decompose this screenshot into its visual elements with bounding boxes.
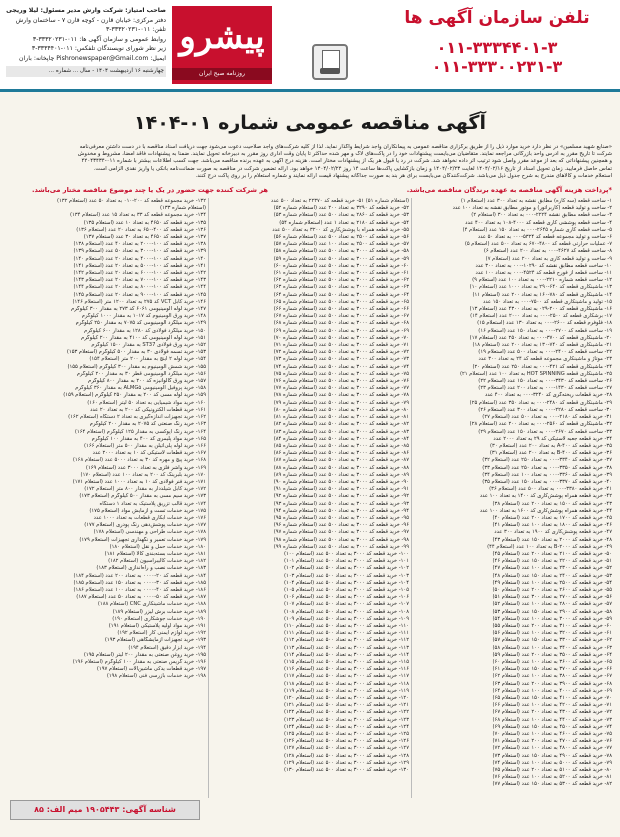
tender-item: ۱۸۷- خرید قطعه کد ۵۰-۰۰۰۰ به تعداد ۵۰ عدد (استعلام ۱۸۷) [76,594,206,601]
tender-item: ۱۶۷- خرید قطعات لاستیکی کد ۱۰ به تعداد ۲۰۰۰ عدد [92,450,206,457]
tender-item: ۱۰۷- خرید قطعه کد ۳۰۰۰ به تعداد ۵۰۰ عدد (استعلام ۱۰۷) [283,601,409,608]
tender-item: ۹۳- خرید قطعه کد ۳۰۰۰ به تعداد ۵۰۰ عدد (استعلام شماره ۹۳) [273,500,409,507]
info-line: صاحب امتیاز: شرکت وارش مدیر مسئول: لیلا وریجی [6,7,166,14]
issue-line: چهارشنبه ۱۶ اردیبهشت ۱۴۰۴ - سال ... شماره ... [6,66,166,78]
tender-item: ۱۶۹- خرید واشر فلزی به تعداد ۳۰۰۰ عدد (استعلام ۱۶۹) [85,464,206,471]
tender-item: ۱۴۶- خرید کابل VCT کد ۲۷۵ به تعداد ۱۲۰۰ متر (استعلام ۱۴۶) [72,298,206,305]
tender-item: ۵۱- خرید قطعه کد ۲۲۰۰ به تعداد ۱۵۰ عدد (استعلام ۴۶) [492,558,612,565]
tender-item: ۸۹- خرید قطعه کد ۳۰۰۰ به تعداد ۵۰۰ عدد (استعلام شماره ۸۹) [273,471,409,478]
tender-intro [8,144,612,184]
tender-item: ۹۸- خرید قطعه کد ۳۰۰۰ به تعداد ۵۰۰ عدد (استعلام شماره ۹۸) [273,536,409,543]
tender-item: ۱۲۴- خرید قطعه کد ۳۰۰۰ به تعداد ۵۰۰ عدد (استعلام ۱۲۴) [283,723,409,730]
tender-item: ۸۲- خرید قطعه کد ۵۳۰۰ به تعداد ۱۵۰ عدد (استعلام ۷۷) [492,781,612,788]
tender-item: ۱۷۲- خرید کابل شیلددار به مقدار ۸۰۰ متر (استعلام ۱۷۲) [84,486,206,493]
tender-item: ۱۷۸- خرید خدمات طراحی و مهندسی (استعلام ۱۷۸) [93,529,206,536]
tender-item: ۲۶- ساخت قطعه کد ۳۴۳۰-۰۰۰ به تعداد ۱۵۰ عدد (استعلام ۲۲) [478,378,612,385]
tender-item: ۷۹- خرید قطعه کد ۳۰۰۰ به تعداد ۵۰۰ عدد (استعلام شماره ۷۹) [273,399,409,406]
fee-note: *پرداخت هزینه آگهی مناقصه به عهده برندگان مناقصه می‌باشد. [406,186,612,194]
tender-item: ۲۰- ماشینکاری قطعه کد ۳۷۰۰-۰۰۰ به تعداد ۲۵۰ عدد (استعلام ۱۷) [469,334,612,341]
tender-item: ۸۲- خرید قطعه کد ۳۰۰۰ به تعداد ۵۰۰ عدد (استعلام شماره ۸۲) [273,421,409,428]
tender-item: ۱۰- ساخت قطعه مطابق نقشه کد ۱۰۲۹۰-۰۰۰ به تعداد ۳۰۰ عدد [475,262,612,269]
ads-phone-numbers: ۰۱۱-۳۳۳۴۴۰۱-۳ ۰۱۱-۳۳۳۰۰۲۳۱-۳ [431,38,563,76]
tender-item: ۱۵۹- خرید لوله مسی کد ۲۰۰ به مقدار ۲۵۰ کیلوگرم (استعلام ۱۵۹) [63,392,206,399]
tender-item: ۱۴۲- خرید قطعه کد ۱۰۰-۶۰۰۰ به تعداد ۲۰ عدد (استعلام ۱۴۲) [73,270,206,277]
tender-item: ۱۲۸- خرید قطعه کد ۳۰۰۰ به تعداد ۵۰۰ عدد (استعلام ۱۲۸) [283,752,409,759]
tender-item: ۱۹۵- خرید روغن صنعتی به مقدار ۲۰۰ لیتر (استعلام ۱۹۵) [83,651,206,658]
tender-item: ۶۸- خرید قطعه کد ۳۹۰۰ به تعداد ۲۰۰ عدد (استعلام ۶۳) [492,680,612,687]
intro-line: استعلام خدمات و کالاهای مندرج به شرح جدول ذیل می‌باشد. شرکت‌کنندگان می‌بایست برای هر بند به صورت جداگانه پیشنهاد قیمت ارائه نمایند و شماره استعلام را بر روی پاکت درج کنند. [195,172,612,179]
tender-item: ۱۱۱- خرید قطعه کد ۳۰۰۰ به تعداد ۵۰۰ عدد (استعلام ۱۱۱) [283,630,409,637]
tender-item: ۱۹۸- خرید خدمات بازرسی فنی (استعلام ۱۹۸) [106,673,206,680]
tender-item: ۱۹۲- خرید لوازم ایمنی کار (استعلام ۱۹۲) [117,630,206,637]
tender-item: ۱۸۸- خرید خدمات ماشینکاری CNC (استعلام ۱۸۸) [97,601,206,608]
tender-item: ۳۵- خرید قطعه کد A-۴۰۰ به تعداد ۲۰۰ عدد (استعلام ۳۰) [490,442,612,449]
tender-item: ۶۴- خرید قطعه کد ۳۵۰۰ به تعداد ۲۰۰ عدد (استعلام ۵۹) [492,651,612,658]
tender-item: ۱۶۰- خرید مواد شیمیایی به تعداد ۵۰ لیتر (استعلام ۱۶۰) [87,399,206,406]
tender-item: ۶- ساخت و تولید مجموعه قطعه کد ۵۳۲۴-۰۰۰ به تعداد ۵۰ عدد [477,234,612,241]
tender-item: ۶۷- خرید قطعه کد ۳۰۰۰ به تعداد ۵۰۰ عدد (استعلام شماره ۶۷) [273,313,409,320]
tender-item: ۱۳۲- خرید مجموعه قطعه کد ۲۰۰-۰۱۰ به تعداد ۵۰ عدد (استعلام ۱۳۲) [56,198,206,204]
column-divider [411,198,412,798]
tender-item: ۱۳۸- خرید قطعه کد ۱۰۰-۲۰۰۰ به تعداد ۴۰ عدد (استعلام ۱۳۸) [73,241,206,248]
tender-item: ۱۹۷- خرید قطعات یدکی ماشین‌آلات (استعلام ۱۹۷) [96,666,206,673]
tender-item: ۷۵- خرید قطعه کد ۳۰۰۰ به تعداد ۵۰۰ عدد (استعلام شماره ۷۵) [273,370,409,377]
tender-item: ۱۳۴- خرید مجموعه قطعه کد ۳۳ به تعداد ۱۵ عدد (استعلام ۱۳۴) [69,212,206,219]
tender-item: ۱۸۶- خرید قطعه کد ۴۰-۰۰۰۰ به تعداد ۱۰۰ عدد (استعلام ۱۸۶) [73,586,206,593]
tender-item: ۷۶- خرید قطعه کد ۴۷۰۰ به تعداد ۲۰۰ عدد (استعلام ۷۱) [492,738,612,745]
tender-item: ۵۵- خرید قطعه همراه با پوشش‌کاری کد ۳۲۰۰ به تعداد ۵۰۰ عدد [272,226,409,233]
tender-item: ۱- ساخت قطعه (سه کاره) مطابق نقشه به تعداد ۳۰۰ عدد (استعلام ۱) [460,198,612,204]
tender-item: ۱۶۵- خرید مواد پلیمری کد ۴۰۰ به مقدار ۱۰۰ کیلوگرم [91,435,206,442]
tender-title-bar [6,112,614,142]
tender-item: ۱۷۵- خرید خدمات تست و آزمایش مواد (استعلام ۱۷۵) [89,507,206,514]
tender-item: ۱۸۴- خرید قطعه کد ۲۰-۰۰۰۰ به تعداد ۲۰۰ عدد (استعلام ۱۸۴) [73,572,206,579]
tender-item: ۷۷- خرید قطعه کد ۳۰۰۰ به تعداد ۵۰۰ عدد (استعلام شماره ۷۷) [273,385,409,392]
tender-item: ۴- ساخت قطعه پوششی کاری قطعه کد ۴۰۰۰-۱۰۸ به تعداد ۴۰۰ عدد [465,219,612,226]
tender-item: ۷۵- خرید قطعه کد ۴۶۰۰ به تعداد ۱۰۰ عدد (استعلام ۷۰) [492,731,612,738]
tender-item: ۱۸۰- خرید خدمات حمل و نقل (استعلام ۱۸۰) [109,543,206,550]
tender-item: ۱۹۰- خرید خدمات جوشکاری (استعلام ۱۹۰) [112,615,206,622]
tender-item: ۱۷۶- خرید خدمات آبکاری قطعات به تعداد ۱۰۰۰ عدد [93,514,206,521]
tender-item: ۶۲- خرید قطعه کد ۳۳۰۰ به تعداد ۱۵۰ عدد (استعلام ۵۷) [492,637,612,644]
tender-item: ۱۸۵- خرید قطعه کد ۳۰-۰۰۰۰ به تعداد ۱۵۰ عدد (استعلام ۱۸۵) [73,579,206,586]
tender-item: ۶۴- خرید قطعه کد ۳۰۰۰ به تعداد ۵۰۰ عدد (استعلام شماره ۶۴) [273,291,409,298]
tender-item: (استعلام شماره ۵۱) ۵۱- خرید قطعه کد ۲۲۳۷۰ به تعداد ۵۰۰ عدد [270,198,409,204]
tender-item: ۱۲۱- خرید قطعه کد ۳۰۰۰ به تعداد ۵۰۰ عدد (استعلام ۱۲۱) [283,702,409,709]
tender-item: ۲- ساخت و تولید قطعه (کاربراتور) و موتور مطابق نقشه به تعداد ۱۰۰ عدد [452,205,612,212]
tender-item: ۱۵۰- خرید میلگرد فولادی کد ۱۲۸۰ به مقدار ۶۰۰ کیلوگرم [84,327,206,334]
tender-item: ۶۶- خرید قطعه کد ۳۰۰۰ به تعداد ۵۰۰ عدد (استعلام شماره ۶۶) [273,306,409,313]
tender-item: ۴۴- خرید قطعه همراه پوشش‌کاری کد ۱۶۰۰ به تعداد ۱۰۰ عدد [479,507,612,514]
tender-item: ۱۱۵- خرید قطعه کد ۳۰۰۰ به تعداد ۵۰۰ عدد (استعلام ۱۱۵) [283,659,409,665]
tender-item: ۹۰- خرید قطعه کد ۳۰۰۰ به تعداد ۵۰۰ عدد (استعلام شماره ۹۰) [273,478,409,485]
tender-item: ۹۵- خرید قطعه کد ۳۰۰۰ به تعداد ۵۰۰ عدد (استعلام شماره ۹۵) [273,514,409,521]
intro-line: تماس حاصل فرمایید. زمان تحویل اسناد از تاریخ ۱۴۰۴/۰۲/۱۶ لغایت ۱۴۰۴/۰۲/۲۳ و زمان بازگشایی پاکت‌ها ساعت ۱۴ روز ۱۴۰۴/۰۲/۲۴ خواهد بود. ارائه تضمین شرکت در مناقصه به صورت ضمانت‌نامه بانکی یا واریز نقدی الزامی است. [93,165,612,172]
tender-item: ۱۰۴- خرید قطعه کد ۳۰۰۰ به تعداد ۵۰۰ عدد (استعلام ۱۰۴) [283,579,409,586]
tender-item: ۴۳- خرید قطعه کد ۱۵۰۰ به تعداد ۲۰۰ عدد (استعلام ۳۸) [492,500,612,507]
tender-item: ۱۱۷- خرید قطعه کد ۳۰۰۰ به تعداد ۵۰۰ عدد (استعلام ۱۱۷) [283,673,409,680]
tender-item: ۱۶۲- خرید تجهیزات اندازه‌گیری به تعداد ۲ دستگاه (استعلام ۱۶۲) [68,414,206,421]
tender-item: ۱۳۶- خرید قطعه کد ۴۰۰-۶۵۰ به تعداد ۲۰ عدد (استعلام ۱۳۶) [76,226,206,233]
tender-item: ۱۴۳- خرید قطعه کد ۱۰۰-۷۰۰۰ به تعداد ۲۰ عدد (استعلام ۱۴۳) [73,277,206,284]
tender-item: ۵۰- خرید قطعه کد ۲۱۰۰ به تعداد ۲۰۰ عدد (استعلام ۴۵) [492,550,612,557]
items-column-left [8,198,206,798]
tender-item: ۶۳- خرید قطعه کد ۳۰۰۰ به تعداد ۵۰۰ عدد (استعلام شماره ۶۳) [273,284,409,291]
tender-item: ۹۴- خرید قطعه کد ۳۰۰۰ به تعداد ۵۰۰ عدد (استعلام شماره ۹۴) [273,507,409,514]
tender-item: ۶۵- خرید قطعه کد ۳۶۰۰ به تعداد ۱۰۰ عدد (استعلام ۶۰) [492,659,612,665]
tender-item: ۱۹۶- خرید گریس صنعتی به مقدار ۱۰۰ کیلوگرم (استعلام ۱۹۶) [72,659,206,665]
tender-item: ۱۱۰- خرید قطعه کد ۳۰۰۰ به تعداد ۵۰۰ عدد (استعلام ۱۱۰) [283,622,409,629]
tender-item: ۵۷- خرید قطعه کد ۲۸۰۰ به تعداد ۱۰۰ عدد (استعلام ۵۲) [492,601,612,608]
tender-item: ۹۶- خرید قطعه کد ۳۰۰۰ به تعداد ۵۰۰ عدد (استعلام شماره ۹۶) [273,522,409,529]
tender-title: آگهی مناقصه عمومی شماره ۰۱-۱۴۰۴ [134,112,486,134]
tender-item: ۳۷- خرید قطعه کد ۳۳۴۰-۰۰۰ به تعداد ۲۵۰ عدد (استعلام ۳۲) [482,457,612,464]
tender-item: ۸۳- خرید قطعه کد ۳۰۰۰ به تعداد ۵۰۰ عدد (استعلام شماره ۸۳) [273,428,409,435]
tender-item: ۵۹- خرید قطعه کد ۳۰۰۰ به تعداد ۵۰۰ عدد (استعلام شماره ۵۹) [273,255,409,262]
tender-item: ۳- ساخت قطعه مطابق نقشه ۲۲۲۴-۰۰۰ به تعداد ۳۰۰ (استعلام ۲) [471,212,612,219]
tender-item: ۷۲- خرید قطعه کد ۴۳۰۰ به تعداد ۲۰۰ عدد (استعلام ۶۷) [492,709,612,716]
tender-item: ۱۸۲- خرید خدمات کالیبراسیون (استعلام ۱۸۲) [108,558,206,565]
tender-item: ۷۴- خرید قطعه کد ۴۵۰۰ به تعداد ۱۵۰ عدد (استعلام ۶۹) [492,723,612,730]
tender-item: ۸- ساخت قطعه کد ۴۶۲۷-۰۰۰ به تعداد ۲۰۰ عدد (استعلام ۶) [483,248,612,255]
tender-item: ۱۰۶- خرید قطعه کد ۳۰۰۰ به تعداد ۵۰۰ عدد (استعلام ۱۰۶) [283,594,409,601]
tender-item: ۱۲۵- خرید قطعه کد ۳۰۰۰ به تعداد ۵۰۰ عدد (استعلام ۱۲۵) [283,731,409,738]
tender-item: ۶۳- خرید قطعه کد ۳۴۰۰ به تعداد ۱۰۰ عدد (استعلام ۵۸) [492,644,612,651]
intro-line: «صنایع شهید مسلمین» در نظر دارد خرید موارد ذیل را از طریق برگزاری مناقصه عمومی به پیمانکاران واجد شرایط واگذار نماید. لذا از کلیه شرکت‌های واجد صلاحیت دعوت می‌شود جهت دریافت اسناد مناقصه با در دست داشتن معرفی‌نامه [79,144,612,150]
tender-item: ۷- عملیات حرارتی قطعه کد ۴۸۰۰-۶۷۰ به تعداد ۵۰۰ عدد (استعلام ۵) [464,241,612,248]
tender-item: ۵۴- خرید قطعه کد ۲۵۰۰ به تعداد ۱۰۰ عدد (استعلام ۴۹) [492,579,612,586]
tender-item: ۱۲۳- خرید قطعه کد ۳۰۰۰ به تعداد ۵۰۰ عدد (استعلام ۱۲۳) [283,716,409,723]
tender-item: ۹۹- خرید قطعه کد ۳۰۰۰ به تعداد ۵۰۰ عدد (استعلام شماره ۹۹) [273,543,409,550]
tender-item: ۵۲- خرید قطعه کد ۳۲۹۰ به تعداد ۲۰۰ عدد (استعلام شماره ۵۲) [273,205,409,212]
tender-item: ۱۷- برشکاری قطعه کد ۲۵۰۰-۰۰۰ به تعداد ۲۰۰۰ عدد (استعلام ۱۴) [470,313,612,320]
info-line: زیر نظر شورای نویسندگان تلفکس: ۰۱۱-۳۳۳۴۴۰۱-۳ [31,45,166,53]
tender-item: ۴۷- خرید قطعه پوشش‌کاری کد ۱۹۰۰ به تعداد ۳۰۰ عدد [494,529,612,536]
tender-item: ۲۳- موتاژ و ماشینکاری مجموعه قطعه کد ۲۴ به تعداد ۳۰۰ عدد [478,356,612,363]
tender-item: ۷۳- خرید قطعه کد ۳۰۰۰ به تعداد ۵۰۰ عدد (استعلام شماره ۷۳) [273,356,409,363]
tender-item: ۱۸۹- خرید خدمات برش لیزر (استعلام ۱۸۹) [112,608,206,615]
tender-item: ۱۰۹- خرید قطعه کد ۳۰۰۰ به تعداد ۵۰۰ عدد (استعلام ۱۰۹) [283,615,409,622]
tender-item: ۵۳- خرید قطعه کد ۲۴۰۰ به تعداد ۱۵۰ عدد (استعلام ۴۸) [492,572,612,579]
info-line: ایمیل: Pishronewspaper@Gmail.com چاپخانه: باران [19,54,166,62]
masthead [0,0,620,92]
info-line: روابط عمومی و سازمان آگهی ها: ۰۱۱-۳۳۳۲۰۲۳۱-۳ [32,35,166,43]
logo-subtitle: روزنامه صبح ایران [172,68,272,80]
tender-item: ۱۲۲- خرید قطعه کد ۳۰۰۰ به تعداد ۵۰۰ عدد (استعلام ۱۲۲) [283,709,409,716]
tender-item: ۷۱- خرید قطعه کد ۳۰۰۰ به تعداد ۵۰۰ عدد (استعلام شماره ۷۱) [273,342,409,349]
intro-line: شرکت تا تاریخ مقرر به آدرس واحد بازرگانی مراجعه نمایند. متقاضیان می‌بایست پیشنهادات خود را در پاکت‌های لاک و مهر شده حداکثر تا پایان وقت اداری روز مقرر به دبیرخانه تحویل نمایند. ضمناً به پیشنهادات فاقد امضا، مشروط و مخدوش [77,151,612,158]
fax-icon [312,44,348,80]
tender-item: ۱۱۹- خرید قطعه کد ۳۰۰۰ به تعداد ۵۰۰ عدد (استعلام ۱۱۹) [283,687,409,694]
tender-item: ۵۶- خرید قطعه کد ۲۷۰۰ به تعداد ۳۰۰ عدد (استعلام ۵۱) [492,594,612,601]
tender-item: ۱۳۷- خرید قطعه کد ۴۶۵۰ به تعداد ۳۰ عدد (استعلام ۱۳۷) [83,234,206,241]
tender-item: ۱۲۰- خرید قطعه کد ۳۰۰۰ به تعداد ۵۰۰ عدد (استعلام ۱۲۰) [283,695,409,702]
column-divider [208,198,209,798]
tender-item: ۱۴۵- خرید قطعه کد ۱۰۰-۹۰۰۰ به تعداد ۲۰ عدد (استعلام ۱۴۵) [73,291,206,298]
tender-item: ۲۸- خرید قطعات ریخته‌گری کد ۳۲۴۰-۰۰۰ به تعداد ۴۰۰ عدد [485,392,612,399]
tender-item: ۶۸- خرید قطعه کد ۳۰۰۰ به تعداد ۵۰۰ عدد (استعلام شماره ۶۸) [273,320,409,327]
tender-item: ۳۴- خرید قطعه جعبه لاستیکی کد ۲۹ به تعداد ۲۰۰۰ عدد [493,435,612,442]
publisher-info [6,6,166,86]
tender-item: ۱۹۳- خرید تجهیزات آزمایشگاهی (استعلام ۱۹۳) [104,637,206,644]
tender-item: ۴۲- خرید قطعه همراه پوشش‌کاری کد ۱۴۰۰ به تعداد ۱۰۰ عدد [479,493,612,500]
tender-item: ۱۵- تولید و ماشینکاری قطعه کد ۷۵۰۰-۰۰۰ به تعداد ۱۵۰ عدد [482,298,612,305]
tender-item: ۸۰- خرید قطعه کد ۵۱۰۰ به تعداد ۲۰۰ عدد (استعلام ۷۵) [492,767,612,774]
tender-item: ۱۰۵- خرید قطعه کد ۳۰۰۰ به تعداد ۵۰۰ عدد (استعلام ۱۰۵) [283,586,409,593]
ads-phone-title: تلفن سازمان آگهی ها [404,8,590,28]
tender-item: ۸۷- خرید قطعه کد ۳۰۰۰ به تعداد ۵۰۰ عدد (استعلام شماره ۸۷) [273,457,409,464]
tender-item: ۱۴- ماشینکاری قطعه کد ۷۸۰-۱۶۰ به تعداد ۲۰۰ عدد (استعلام ۱۱) [472,291,612,298]
tender-item: ۱۳۵- خرید قطعه کد ۴۶۵۰ به تعداد ۱۰ عدد (استعلام ۱۳۵) [83,219,206,226]
tender-item: ۲۷- ساخت قطعه کد ۱۴۳۰-۰۰۰ به تعداد ۲۰۰ عدد (استعلام ۲۳) [478,385,612,392]
tender-item: ۶۱- خرید قطعه کد ۳۰۰۰ به تعداد ۵۰۰ عدد (استعلام شماره ۶۱) [273,270,409,277]
info-line: تلفن: ۰۱۱-۳۳۳۲۰۲۳۱-۳ [105,26,166,34]
tender-item: ۹۷- خرید قطعه کد ۳۰۰۰ به تعداد ۵۰۰ عدد (استعلام شماره ۹۷) [273,529,409,536]
tender-item: ۱۵۷- خرید ورق گالوانیزه کد ۲۰۰ به مقدار ۸۰۰ کیلوگرم [88,378,206,385]
tender-item: ۱۴۹- خرید میلگرد آلومینیومی کد ۷۰۷۵ به مقدار ۲۵۰ کیلوگرم [75,320,206,327]
tender-item: ۴۹- خرید قطعه کد B-۲۰۰۰ به تعداد ۱۰۰ عدد (استعلام ۴۴) [487,543,612,550]
tender-item: ۱۷۹- خرید خدمات تعمیر و نگهداری تجهیزات (استعلام ۱۷۹) [79,536,206,543]
tender-item: ۵۸- خرید قطعه کد ۳۰۰۰ به تعداد ۵۰۰ عدد (استعلام شماره ۵۸) [273,248,409,255]
tender-item: ۱۴۷- خرید لوله آلومینیومی ۶۰۶۱ کد ۲۷۳ به مقدار ۳۰۰ کیلوگرم [71,306,206,313]
tender-item: ۵- ساخت قطعه کاری شماره ۲۶۴۵-۰۰۰ به تعداد ۱۵۰ عدد (استعلام ۴) [462,226,612,233]
tender-item: ۳۰- ساخت قطعه کد ۲۲۸۰-۰۰۰ به تعداد ۳۰۰ عدد (استعلام ۲۶) [478,406,612,413]
tender-item: ۷۰- خرید قطعه کد ۳۰۰۰ به تعداد ۵۰۰ عدد (استعلام شماره ۷۰) [273,334,409,341]
tender-item: ۲۱- ماشینکاری قطعه کد ۷۴۰-۱۳۰ به تعداد ۲۰۰ عدد (استعلام ۱۸) [472,342,612,349]
tender-item: ۱۱- ساخت قطعه از فورج قطعه کد ۴۵۲۴-۰۰۰ به تعداد ۱۰۰ عدد [475,270,612,277]
info-line: دفتر مرکزی: خیابان قارن - کوچه قارن ۷ - ساختمان وارش [15,16,166,24]
tender-item: ۲۴- ماشینکاری قطعه کد ۴۲۱-۰۰۰ به تعداد ۲۵۰ عدد (استعلام ۲۰) [472,363,612,370]
tender-item: ۱۲۶- خرید قطعه کد ۳۰۰۰ به تعداد ۵۰۰ عدد (استعلام ۱۲۶) [283,738,409,745]
tender-item: ۷۷- خرید قطعه کد ۴۸۰۰ به تعداد ۱۰۰ عدد (استعلام ۷۲) [492,745,612,752]
tender-item: ۹۱- خرید قطعه کد ۳۰۰۰ به تعداد ۵۰۰ عدد (استعلام شماره ۹۱) [273,486,409,493]
tender-item: ۸۴- خرید قطعه کد ۳۰۰۰ به تعداد ۵۰۰ عدد (استعلام شماره ۸۴) [273,435,409,442]
tender-item: ۷۰- خرید قطعه کد ۴۱۰۰ به تعداد ۱۵۰ عدد (استعلام ۶۵) [492,695,612,702]
tender-item: ۳۶- خرید قطعه کد B-۴۰۰ به تعداد ۲۰۰ عدد (استعلام ۳۱) [489,450,612,457]
tender-item: ۱۷۱- خرید فنر فولادی کد ۱۰ به تعداد ۱۰۰۰ عدد (استعلام ۱۷۱) [72,478,206,485]
tender-item: ۷۸- خرید قطعه کد ۳۰۰۰ به تعداد ۵۰۰ عدد (استعلام شماره ۷۸) [273,392,409,399]
tender-item: ۷۲- خرید قطعه کد ۳۰۰۰ به تعداد ۵۰۰ عدد (استعلام شماره ۷۲) [273,349,409,356]
tender-item: ۸۵- خرید قطعه کد ۳۰۰۰ به تعداد ۵۰۰ عدد (استعلام شماره ۸۵) [273,442,409,449]
tender-item: ۶۶- خرید قطعه کد ۳۷۰۰ به تعداد ۱۵۰ عدد (استعلام ۶۱) [492,666,612,673]
tender-item: ۱۶۱- خرید قطعات الکترونیکی کد ۲۰۰ به تعداد ۲۰ عدد [90,406,206,413]
tender-item: ۱۳۰- خرید قطعه کد ۳۰۰۰ به تعداد ۵۰۰ عدد (استعلام ۱۳۰) [283,767,409,774]
tender-item: ۱۴۸- خرید ورق آلومینیوم کد ۱۰۱۷ به مقدار ۱۰۰۰ کیلوگرم [81,313,206,320]
tender-item: ۵۲- خرید قطعه کد ۲۳۰۰ به تعداد ۱۰۰ عدد (استعلام ۴۷) [492,565,612,572]
tender-item: ۸۶- خرید قطعه کد ۳۰۰۰ به تعداد ۵۰۰ عدد (استعلام شماره ۸۶) [273,450,409,457]
tender-item: ۱۴۰- خرید قطعه کد ۱۰۰-۴۰۰۰ به تعداد ۲۰ عدد (استعلام ۱۴۰) [73,255,206,262]
tender-item: ۱۰۲- خرید قطعه کد ۳۰۰۰ به تعداد ۵۰۰ عدد (استعلام ۱۰۲) [283,565,409,572]
tender-item: ۱۱۶- خرید قطعه کد ۳۰۰۰ به تعداد ۵۰۰ عدد (استعلام ۱۱۶) [283,666,409,673]
tender-item: ۱۷۷- خرید خدمات پوشش‌دهی رنگ پودری (استعلام ۱۷۷) [84,522,206,529]
tender-item: ۱۱۳- خرید قطعه کد ۳۰۰۰ به تعداد ۵۰۰ عدد (استعلام ۱۱۳) [283,644,409,651]
tender-item: ۵۵- خرید قطعه کد ۲۶۰۰ به تعداد ۲۰۰ عدد (استعلام ۵۰) [492,586,612,593]
tender-item: ۱۰۱- خرید قطعه کد ۳۰۰۰ به تعداد ۵۰۰ عدد (استعلام ۱۰۱) [283,558,409,565]
tender-item: ۵۶- خرید قطعه کد ۲۵۰۰ به تعداد ۵۰۰ عدد (استعلام شماره ۵۶) [273,234,409,241]
tender-item: ۶۰- خرید قطعه کد ۳۰۰۰ به تعداد ۵۰۰ عدد (استعلام شماره ۶۰) [273,262,409,269]
tender-item: ۸۱- خرید قطعه کد ۵۲۰۰ به تعداد ۱۰۰ عدد (استعلام ۷۶) [492,774,612,781]
tender-item: ۸۱- خرید قطعه کد ۳۰۰۰ به تعداد ۵۰۰ عدد (استعلام شماره ۸۱) [273,414,409,421]
tender-item: ۱۸۳- خرید خدمات نصب و راه‌اندازی (استعلام ۱۸۳) [96,565,206,572]
tender-item: ۱۰۰- خرید قطعه کد ۳۰۰۰ به تعداد ۵۰۰ عدد (استعلام ۱۰۰) [283,550,409,557]
tender-item: ۱۷۰- خرید بلبرینگ کد ۲۰۰ به تعداد ۱۰۰ عدد (استعلام ۱۷۰) [80,471,206,478]
tender-item: ۱۳۹- خرید قطعه کد ۱۰۰-۳۰۰۰ به تعداد ۵۰ عدد (استعلام ۱۳۹) [73,248,206,255]
tender-item: ۶۵- خرید قطعه کد ۳۰۰۰ به تعداد ۵۰۰ عدد (استعلام شماره ۶۵) [273,298,409,305]
tender-item: ۲۹- ماشینکاری قطعه کد ۲۴۸۰-۰۰۰ به تعداد ۳۵۰ عدد (استعلام ۲۵) [469,399,612,406]
tender-item: ۳۹- خرید قطعه کد ۳۳۶۰-۰۰۰ به تعداد ۱۰۰ عدد (استعلام ۳۴) [482,471,612,478]
tender-item: ۵۳- خرید قطعه کد ۲۸۶۰ به تعداد ۵۰۰ عدد (استعلام شماره ۵۳) [273,212,409,219]
items-column-middle [211,198,409,798]
tender-item: ۱۸۱- خرید خدمات بسته‌بندی کالا (استعلام ۱۸۱) [104,550,206,557]
tender-item: ۱۷۳- خرید سیم مسی به مقدار ۵۰۰ کیلوگرم (استعلام ۱۷۳) [79,493,206,500]
tender-item: ۵۷- خرید قطعه کد ۲۵۰۰ به تعداد ۱۰۰ عدد (استعلام شماره ۵۷) [273,241,409,248]
ads-phone-box [382,8,612,88]
tender-item: ۷۱- خرید قطعه کد ۴۲۰۰ به تعداد ۱۰۰ عدد (استعلام ۶۶) [492,702,612,709]
tender-item: ۷۴- خرید قطعه کد ۳۰۰۰ به تعداد ۵۰۰ عدد (استعلام شماره ۷۴) [273,363,409,370]
tender-item: ۵۴- خرید قطعه کد ۲۱۸۰ به تعداد ۱ عدد (استعلام شماره ۵۴) [279,219,409,226]
tender-item: ۴۸- خرید قطعه کد ۲۰۰۰ به تعداد ۱۵۰ عدد (استعلام ۴۳) [492,536,612,543]
tender-item: ۱۵۸- خرید پروفیل آلومینیومی ALMG۵ به مقدار ۳۶۰ کیلوگرم [75,385,206,392]
tender-item: ۶۲- خرید قطعه کد ۳۰۰۰ به تعداد ۵۰۰ عدد (استعلام شماره ۶۲) [273,277,409,284]
logo-text: پیشرو [179,17,265,57]
tender-item: ۱۲- ساخت قطعه شماره ۲۲۱۰-۰۰۰ به تعداد ۱۰۰ عدد (استعلام ۹) [472,277,612,284]
tender-item: ۱۸- فلوفرم قطعه کد ۲۶۰۰-۰۰۰ به تعداد ۱۳۰ عدد (استعلام ۱۵) [477,320,612,327]
tender-item: ۶۷- خرید قطعه کد ۳۸۰۰ به تعداد ۱۰۰ عدد (استعلام ۶۲) [492,673,612,680]
tender-item: ۳۸- خرید قطعه کد ۳۳۵۰-۰۰۰ به تعداد ۲۵۰ عدد (استعلام ۳۳) [482,464,612,471]
tender-item: ۷۶- خرید قطعه کد ۳۰۰۰ به تعداد ۵۰۰ عدد (استعلام شماره ۷۶) [273,378,409,385]
tender-item: ۱۶۸- خرید پیچ و مهره کد ۳۰ به تعداد ۵۰۰۰ عدد (استعلام ۱۶۸) [72,457,206,464]
tender-item: ۶۱- خرید قطعه کد ۳۲۰۰ به تعداد ۱۰۰ عدد (استعلام ۵۶) [492,630,612,637]
tender-item: ۳۲- ماشینکاری قطعه کد ۲۵۶۰-۰۰۰ به تعداد ۲۰۰ عدد (استعلام ۲۸) [469,421,612,428]
tender-item: ۱۲۹- خرید قطعه کد ۳۰۰۰ به تعداد ۵۰۰ عدد (استعلام ۱۲۹) [283,759,409,766]
tender-item: ۵۹- خرید قطعه کد ۳۰۰۰ به تعداد ۱۰۰ عدد (استعلام ۵۴) [492,615,612,622]
tender-item: ۱۱۴- خرید قطعه کد ۳۰۰۰ به تعداد ۵۰۰ عدد (استعلام ۱۱۴) [283,651,409,658]
tender-item: ۱۵۱- خرید لوله آلومینیومی کد ۴۱۰۰ به مقدار ۲۰۰ کیلوگرم [81,334,206,341]
tender-item: ۱۲۷- خرید قطعه کد ۳۰۰۰ به تعداد ۵۰۰ عدد (استعلام ۱۲۷) [283,745,409,752]
tender-item: ۷۸- خرید قطعه کد ۴۹۰۰ به تعداد ۱۵۰ عدد (استعلام ۷۳) [492,752,612,759]
tender-items [8,198,612,798]
tender-item: ۱۰۳- خرید قطعه کد ۳۰۰۰ به تعداد ۵۰۰ عدد (استعلام ۱۰۳) [283,572,409,579]
tender-item: ۱۵۳- خرید تسمه فولادی ۳۰ به مقدار ۵۰۰ کیلوگرم (استعلام ۱۵۳) [66,349,206,356]
tender-item: ۱۹۱- خرید مواد اولیه پلاستیکی (استعلام ۱۹۱) [108,622,206,629]
tender-item: ۸۰- خرید قطعه کد ۳۰۰۰ به تعداد ۵۰۰ عدد (استعلام شماره ۸۰) [273,406,409,413]
tender-item: ۱۹- ساخت قطعه کد ۲۷۰۰-۰۰۰ به تعداد ۱۵۰ عدد (استعلام ۱۶) [478,327,612,334]
tender-item: ۱۶۳- خرید رنگ صنعتی کد ۲۰۷۵ به مقدار ۲۰۰ کیلوگرم [89,421,206,428]
tender-item: ۹۲- خرید قطعه کد ۳۰۰۰ به تعداد ۵۰۰ عدد (استعلام شماره ۹۲) [273,493,409,500]
tender-item: ۶۹- خرید قطعه کد ۳۰۰۰ به تعداد ۵۰۰ عدد (استعلام شماره ۶۹) [273,327,409,334]
tender-item: ۳۱- خرید قطعه کد ۲۱۸۰-۰۰۰ به تعداد ۵۰۰ عدد (استعلام ۲۷) [482,414,612,421]
tender-item: ۱۱۲- خرید قطعه کد ۳۰۰۰ به تعداد ۵۰۰ عدد (استعلام ۱۱۲) [283,637,409,644]
tender-item: ۷۹- خرید قطعه کد ۵۰۰۰ به تعداد ۱۰۰ عدد (استعلام ۷۴) [492,759,612,766]
tender-item: ۱۵۲- خرید ورق فولادی ST37 به مقدار ۱۵۰۰ کیلوگرم [91,342,206,349]
tender-item: ۱۵۶- خرید میلگرد آلومینیومی قطر ۳۰ به مقدار ۲۰۰ کیلوگرم [76,370,206,377]
tender-item: ۹- ساخت و تولید قطعه کاری به تعداد ۲۰۰ عدد (استعلام ۷) [485,255,612,262]
tender-item: ۱۶۴- خرید رنگ اپوکسی به مقدار ۱۲۵ کیلوگرم (استعلام ۱۶۴) [74,428,206,435]
tender-item: ۴۱- خرید قطعه ۳۳۸۰-۰۰۰ به تعداد ۵۰۰ عدد (استعلام ۳۶) [489,486,612,493]
tender-item: ۱۵۵- خرید شمش آلومینیوم به مقدار ۳۰۰ کیلوگرم (استعلام ۱۵۵) [67,363,206,370]
tender-item: ۵۸- خرید قطعه کد ۲۹۰۰ به تعداد ۱۵۰ عدد (استعلام ۵۳) [492,608,612,615]
tender-item: ۱۵۴- خرید لوله ۲ اینچ به مقدار ۲۰۰ متر (استعلام ۱۵۴) [89,356,206,363]
tender-item: ۱۱۸- خرید قطعه کد ۳۰۰۰ به تعداد ۵۰۰ عدد (استعلام ۱۱۸) [283,680,409,687]
tender-item: ۱۶- ماشینکاری قطعه کد ۲۰۰-۰۲۹ به تعداد ۴۳۰۰ عدد (استعلام ۱۳) [469,306,612,313]
tender-item: ۱۷۴- خرید قالب تزریق پلاستیک به تعداد ۱ دستگاه [99,500,206,507]
participation-note: هر شرکت کننده جهت حضور در یک یا چند موضوع مناقصه مختار می‌باشد. [31,186,268,194]
tender-item: (استعلام شماره ۱۳۳) [159,205,206,212]
tender-item: ۴۰- خرید قطعه کد ۳۳۷۰-۰۰۰ به تعداد ۱۵۰ عدد (استعلام ۳۵) [482,478,612,485]
tender-item: ۱۴۴- خرید قطعه کد ۱۰۰-۸۰۰۰ به تعداد ۲۰ عدد (استعلام ۱۴۴) [73,284,206,291]
tender-item: ۶۹- خرید قطعه کد ۴۰۰۰ به تعداد ۱۰۰ عدد (استعلام ۶۴) [492,687,612,694]
tender-item: ۲۵- ماشینکاری قطعه HOT SPINNING به تعداد ۱۰۰ عدد (استعلام ۲۱) [459,370,612,377]
tender-item: ۷۳- خرید قطعه کد ۴۴۰۰ به تعداد ۱۰۰ عدد (استعلام ۶۸) [492,716,612,723]
tender-item: ۶۰- خرید قطعه کد ۳۱۰۰ به تعداد ۲۰۰ عدد (استعلام ۵۵) [492,622,612,629]
newspaper-logo [172,6,272,84]
tender-item: ۸۸- خرید قطعه کد ۳۰۰۰ به تعداد ۵۰۰ عدد (استعلام شماره ۸۸) [273,464,409,471]
tender-item: ۴۶- خرید قطعه کد ۱۸۰۰ به تعداد ۱۰۰ عدد (استعلام ۴۱) [492,522,612,529]
tender-item: ۳۳- ساخت قطعه کد ۲۶۷۰-۰۰۰ به تعداد ۱۵۰ عدد (استعلام ۲۹) [478,428,612,435]
tender-item: ۱۹۴- خرید ابزار دقیق (استعلام ۱۹۴) [128,644,206,651]
intro-line: و همچنین پیشنهاداتی که بعد از موعد مقرر واصل شود ترتیب اثر داده نخواهد شد. شرکت در رد یا قبول هر یک از پیشنهادات مختار است. هزینه درج آگهی به عهده برنده مناقصه می‌باشد. جهت کسب اطلاعات بیشتر با شماره ۰۱۱-۴۲۰۴۳۴۳۴ [81,158,612,165]
tender-item: ۱۶۶- خرید لوله پلی‌اتیلن به مقدار ۵۰۰ متر (استعلام ۱۶۶) [84,442,206,449]
ad-id-box: شناسه آگهی: ۱۹۰۵۴۴۳ میم الف: ۸۵ [10,800,200,820]
tender-item: ۱۰۸- خرید قطعه کد ۳۰۰۰ به تعداد ۵۰۰ عدد (استعلام ۱۰۸) [283,608,409,615]
tender-item: ۲۲- ساخت قطعه کد ۲۴۰۰-۰۰۰ به تعداد ۵۰۰ عدد (استعلام ۱۹) [478,349,612,356]
tender-item: ۱۴۱- خرید قطعه کد ۱۰۰-۵۰۰۰ به تعداد ۲۰ عدد (استعلام ۱۴۱) [73,262,206,269]
tender-item: ۱۳- ماشینکاری قطعه کد ۶۴۰-۲۹۰ به تعداد ۱۰۰۰ عدد (استعلام ۱۰) [469,284,612,291]
items-column-right [414,198,612,798]
tender-item: ۴۵- خرید قطعه کد ۱۷۰۰ به تعداد ۲۰۰ عدد (استعلام ۴۰) [492,514,612,521]
